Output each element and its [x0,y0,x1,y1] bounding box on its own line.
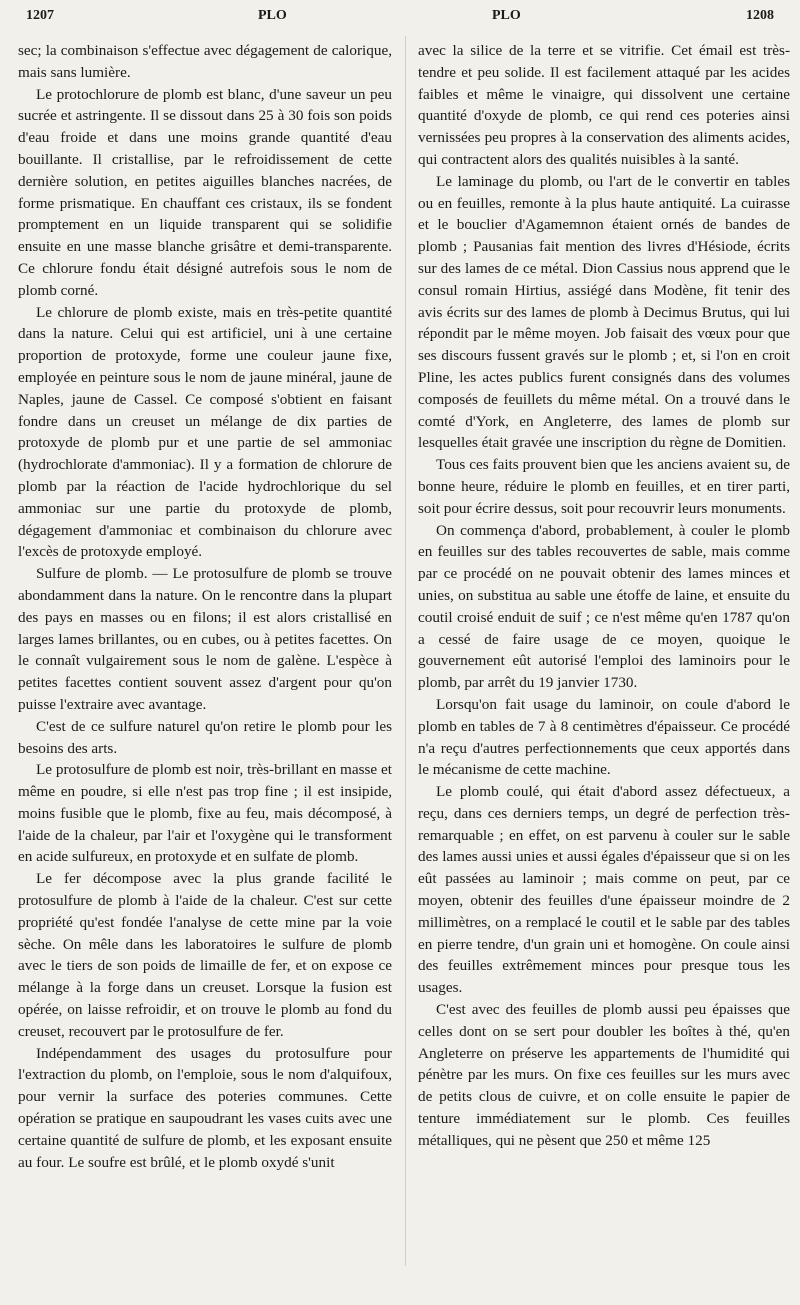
left-running-head: PLO [258,8,287,23]
paragraph: Le laminage du plomb, ou l'art de le convertir en tables ou en feuilles, remonte à la plus haute antiquité. La cuirasse et le bouclier d'Agamemnon étaient ornés de bandes de plomb ; Pausanias fait mention des livres d'Hésiode, écrits sur des lames de ce métal. Dion Cassius nous apprend que le consul romain Hirtius, assiégé dans Modène, fit tenir des avis écrits sur des lames de plomb à Decimus Brutus, qui lui répondit par le même moyen. Job faisait des vœux pour que ses discours fussent gravés sur le plomb ; et, si l'on en croit Pline, les actes publics furent consignés dans des volumes composés de feuillets du même métal. On a trouvé dans le comté d'York, en Angleterre, des lames de plomb sur lesquelles était gravée une inscription du règne de Domitien. [418,172,790,452]
left-column [18,40,392,1295]
paragraph: C'est avec des feuilles de plomb aussi peu épaisses que celles dont on se sert pour doubler les boîtes à thé, qu'en Angleterre on préserve les appartements de l'humidité qui pénètre par les murs. On fixe ces feuilles sur les murs avec de petits clous de cuivre, et on colle ensuite le papier de tenture immédiatement sur le plomb. Ces feuilles métalliques, qui ne pèsent que 250 et même 125 [418,1001,790,1149]
paragraph: Le protochlorure de plomb est blanc, d'une saveur un peu sucrée et astringente. Il se dissout dans 25 à 30 fois son poids d'eau froide et dans une moins grande quantité d'eau bouillante. Il cristallise, par le refroidissement de cette dernière solution, en petites aiguilles blanches nacrées, de forme prismatique. En chauffant ces cristaux, ils se fondent promptement en un liquide transparent qui se solidifie ensuite en une masse blanche grisâtre et demi-transparente. Ce chlorure fondu était désigné autrefois sous le nom de plomb corné. [18,85,392,299]
paragraph: Indépendamment des usages du protosulfure pour l'extraction du plomb, on l'emploie, sous le nom d'alquifoux, pour vernir la surface des poteries communes. Cette opération se pratique en saupoudrant les vases cuits avec une certaine quantité de sulfure de plomb, et les exposant ensuite au four. Le soufre est brûlé, et le plomb oxydé s'unit [18,1044,392,1171]
paragraph: Lorsqu'on fait usage du laminoir, on coule d'abord le plomb en tables de 7 à 8 centimètres d'épaisseur. Ce procédé n'a reçu d'autres perfectionnements que ceux apportés dans le mécanisme de cette machine. [418,695,790,779]
paragraph: On commença d'abord, probablement, à couler le plomb en feuilles sur des tables recouvertes de sable, mais comme par ce procédé on ne pouvait obtenir des lames minces et unies, on substitua au sable une étoffe de laine, et ensuite du coutil croisé enduit de suif ; ce n'est même qu'en 1787 qu'on a cessé de faire usage de ce moyen, quoique le gouvernement eût autorisé l'emploi des laminoirs pour le plomb, par arrêt du 19 janvier 1730. [418,521,790,692]
right-page-number: 1208 [746,8,774,23]
column-divider [405,36,406,1266]
paragraph: Le plomb coulé, qui était d'abord assez défectueux, a reçu, dans ces derniers temps, un degré de perfection très-remarquable ; en effet, on est parvenu à couler sur le sable des lames aussi unies et aussi égales d'épaisseur que si on les eût passées au laminoir ; mais comme on peut, par ce moyen, obtenir des feuilles d'une épaisseur moindre de 2 millimètres, on a remplacé le coutil et le sable par des tables en pierre tendre, d'un grain uni et homogène. On coule ainsi des feuilles extrêmement minces pour presque tous les usages. [418,783,790,997]
paragraph: C'est de ce sulfure naturel qu'on retire le plomb pour les besoins des arts. [18,717,392,757]
paragraph: Le chlorure de plomb existe, mais en très-petite quantité dans la nature. Celui qui est artificiel, uni à une certaine proportion de protoxyde, forme une couleur jaune fixe, employée en peinture sous le nom de jaune minéral, jaune de Naples, jaune de Cassel. Ce composé s'obtient en faisant fondre dans un creuset un mélange de dix parties de protoxyde de plomb pur et une partie de sel ammoniac (hydrochlorate d'ammoniac). Il y a formation de chlorure de plomb par la réaction de l'acide hydrochlorique du sel ammoniac sur une partie du protoxyde de plomb, dégagement d'ammoniac et combinaison du chlorure avec l'excès de protoxyde employé. [18,303,392,561]
right-column [418,40,790,1295]
paragraph: Le protosulfure de plomb est noir, très-brillant en masse et même en poudre, si elle n'est pas trop fine ; il est insipide, moins fusible que le plomb, fixe au feu, mais décomposé, à l'aide de la chaleur, par l'air et l'oxygène qui le transforment en acide sulfureux, en protoxyde et en sulfate de plomb. [18,761,392,866]
right-running-head: PLO [492,8,521,23]
paragraph: Sulfure de plomb. — Le protosulfure de plomb se trouve abondamment dans la nature. On le rencontre dans la plupart des pays en masses ou en filons; il est alors cristallisé en larges lames brillantes, ou en cubes, ou à petites facettes. On le connaît vulgairement sous le nom de galène. L'espèce à petites facettes contient souvent assez d'argent pour qu'on puisse l'extraire avec avantage. [18,565,392,713]
paragraph: Le fer décompose avec la plus grande facilité le protosulfure de plomb à l'aide de la chaleur. C'est sur cette propriété qu'est fondée l'analyse de cette mine par la voie sèche. On mêle dans les laboratoires le sulfure de plomb avec le tiers de son poids de limaille de fer, et on expose ce mélange à la forge dans un creuset. Lorsque la fusion est opérée, on laisse refroidir, et on trouve le plomb au fond du creuset, recouvert par le protosulfure de fer. [18,870,392,1040]
page-header [22,8,778,30]
paragraph: avec la silice de la terre et se vitrifie. Cet émail est très-tendre et peu solide. Il est facilement attaqué par les acides faibles et même le vinaigre, qui dissolvent une certaine quantité d'oxyde de plomb, ce qui rend ces poteries ainsi vernissées peu propres à la conservation des aliments acides, qui contractent alors des qualités nuisibles à la santé. [418,42,790,168]
paragraph: Tous ces faits prouvent bien que les anciens avaient su, de bonne heure, réduire le plomb en feuilles, et en tirer parti, soit pour écrire dessus, soit pour recouvrir leurs monuments. [418,456,790,517]
paragraph: sec; la combinaison s'effectue avec dégagement de calorique, mais sans lumière. [18,42,392,81]
left-page-number: 1207 [26,8,54,23]
